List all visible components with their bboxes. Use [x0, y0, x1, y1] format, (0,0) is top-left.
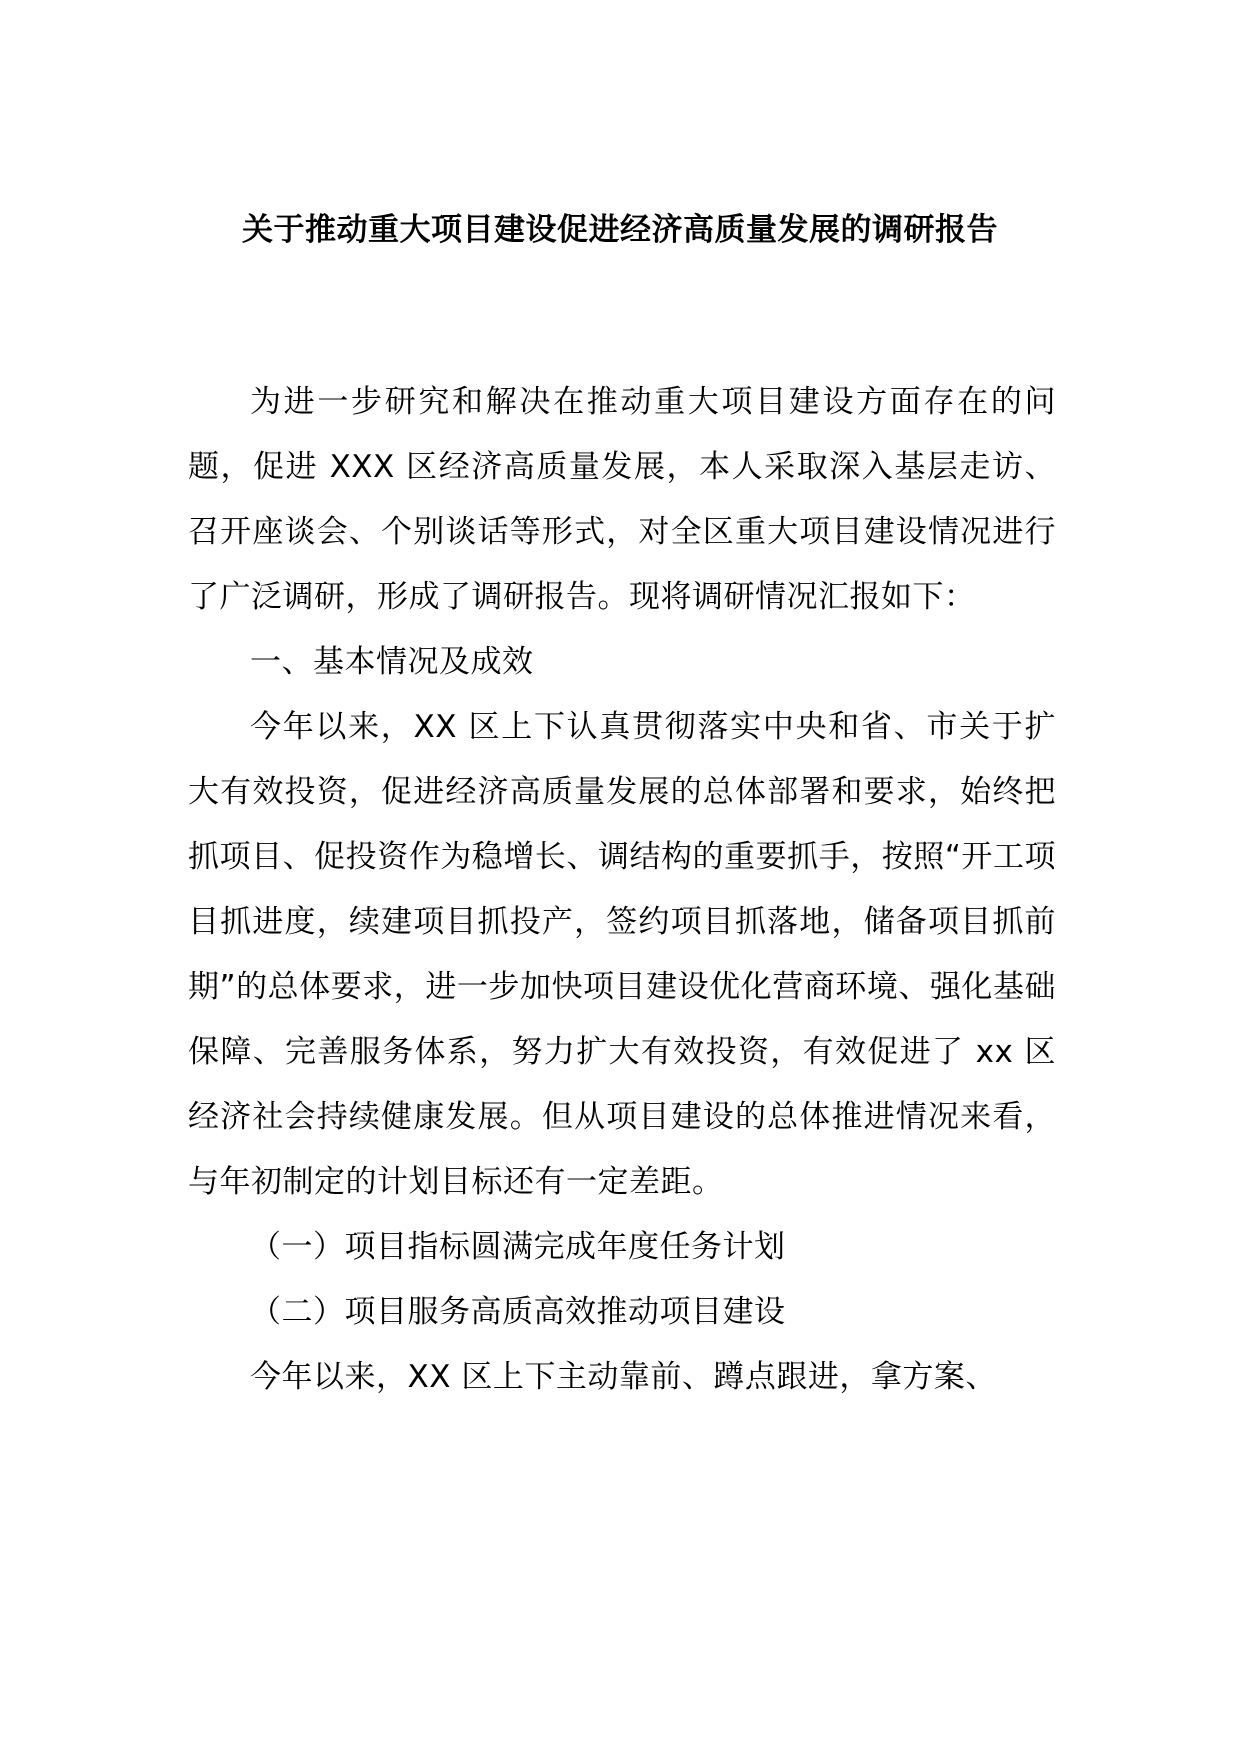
- document-body: [188, 370, 1056, 1410]
- subsection-heading-1: （一）项目指标圆满完成年度任务计划: [250, 1229, 786, 1265]
- section-1-paragraph: 今年以来，XX 区上下认真贯彻落实中央和省、市关于扩大有效投资，促进经济高质量发展的总体部署和要求，始终把抓项目、促投资作为稳增长、调结构的重要抓手，按照“开工项目抓进度，续建项目抓投产，签约项目抓落地，储备项目抓前期”的总体要求，进一步加快项目建设优化营商环境、强化基础保障、完善服务体系，努力扩大有效投资，有效促进了 xx 区经济社会持续健康发展。但从项目建设的总体推进情况来看，与年初制定的计划目标还有一定差距。: [188, 709, 1056, 1200]
- document-title: 关于推动重大项目建设促进经济高质量发展的调研报告: [242, 212, 998, 248]
- intro-paragraph: 为进一步研究和解决在推动重大项目建设方面存在的问题，促进 XXX 区经济高质量发展，本人采取深入基层走访、召开座谈会、个别谈话等形式，对全区重大项目建设情况进行了广泛调研，形成了调研报告。现将调研情况汇报如下：: [188, 384, 1056, 615]
- subsection-2-paragraph: 今年以来，XX 区上下主动靠前、蹲点跟进，拿方案、: [250, 1359, 997, 1395]
- section-heading-1: 一、基本情况及成效: [250, 644, 534, 680]
- subsection-heading-2: （二）项目服务高质高效推动项目建设: [250, 1294, 786, 1330]
